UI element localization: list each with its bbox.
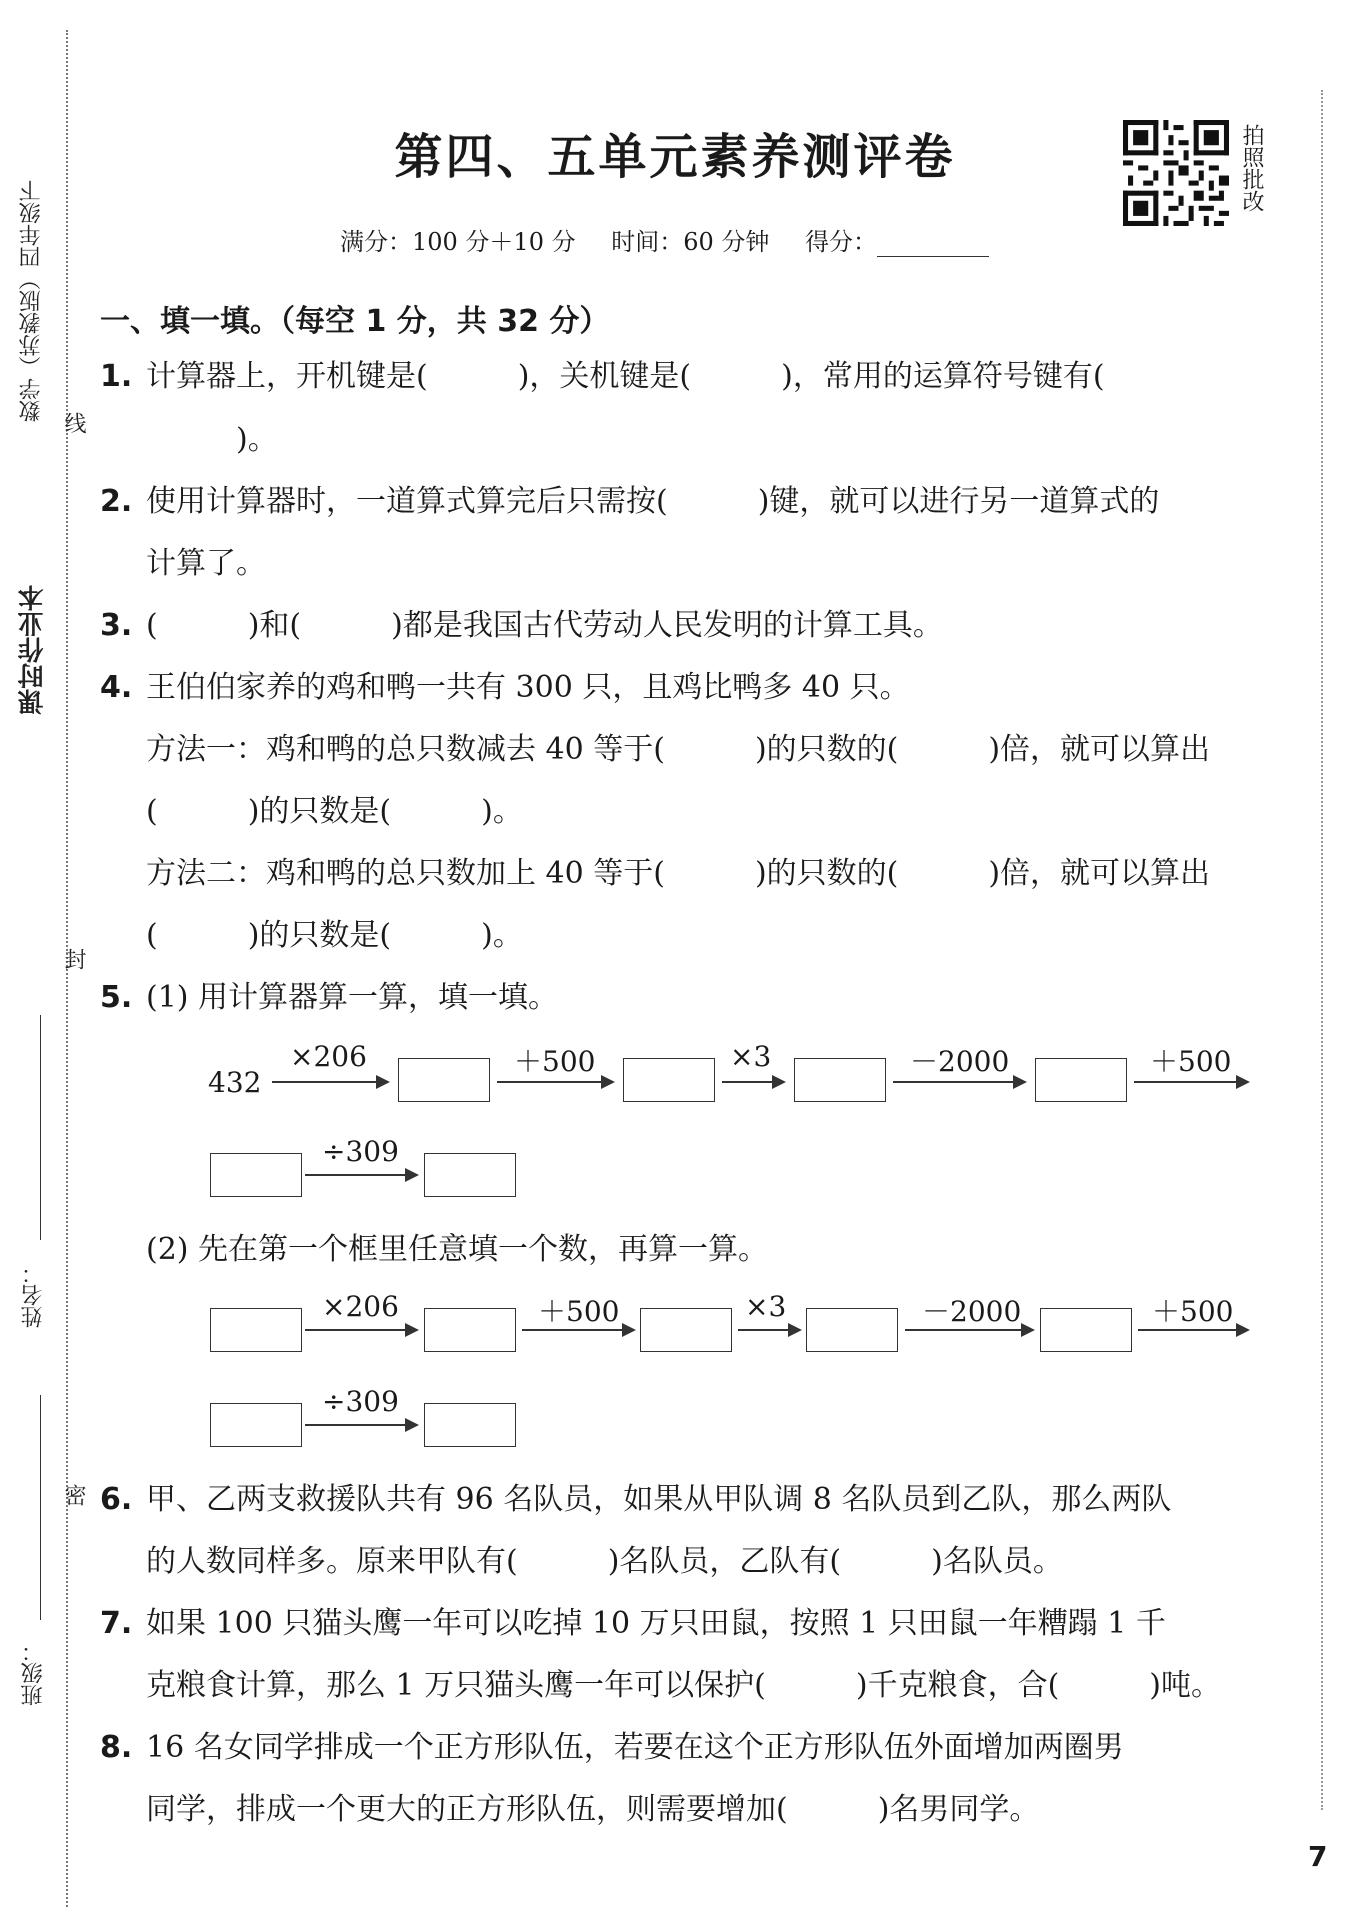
chain1-arrow-2	[497, 1081, 613, 1083]
chain2-arrow-5	[1138, 1329, 1248, 1331]
chain1-arrow-5	[1134, 1081, 1248, 1083]
qr-caption: 拍照批改	[1239, 124, 1264, 212]
chain2-answer-box-2[interactable]	[640, 1308, 732, 1352]
chain2-op-5: ＋500	[1152, 1295, 1234, 1328]
q8-line1: 16 名女同学排成一个正方形队伍，若要在这个正方形队伍外面增加两圈男	[146, 1730, 1124, 1765]
chain1-answer-box-3[interactable]	[794, 1058, 886, 1102]
chain2-arrow-4	[905, 1329, 1033, 1331]
q4-line3: ( )的只数是( )。	[146, 794, 523, 829]
name-blank[interactable]	[40, 1015, 41, 1240]
q4-line2: 方法一：鸡和鸭的总只数减去 40 等于( )的只数的( )倍，就可以算出	[146, 732, 1211, 767]
chain1-op-6: ÷309	[322, 1135, 399, 1168]
qr-code-icon[interactable]	[1123, 120, 1229, 226]
class-blank[interactable]	[40, 1395, 41, 1620]
chain1-answer-box-2[interactable]	[623, 1058, 715, 1102]
chain2-answer-box-1[interactable]	[424, 1308, 516, 1352]
q6-line2: 的人数同样多。原来甲队有( )名队员，乙队有( )名队员。	[146, 1544, 1063, 1579]
chain2-answer-box-6[interactable]	[424, 1403, 516, 1447]
q2-line1: 使用计算器时，一道算式算完后只需按( )键，就可以进行另一道算式的	[146, 484, 1160, 519]
subject-label: 数学（苏教版）四年级下	[19, 180, 44, 422]
chain1-op-3: ×3	[730, 1040, 772, 1073]
question-number: 7.	[100, 1606, 133, 1641]
question-number: 4.	[100, 670, 133, 705]
chain2-op-3: ×3	[745, 1290, 787, 1323]
question-number: 3.	[100, 608, 133, 643]
chain2-answer-box-5[interactable]	[210, 1403, 302, 1447]
question-number: 2.	[100, 484, 133, 519]
section-heading: 一、填一填。（每空 1 分，共 32 分）	[100, 304, 610, 339]
chain2-op-1: ×206	[322, 1290, 399, 1323]
question-number: 6.	[100, 1482, 133, 1517]
q1-line2: )。	[146, 422, 278, 457]
chain1-arrow-6	[305, 1174, 417, 1176]
right-edge-dotted-line	[1321, 90, 1323, 1810]
chain1-op-2: ＋500	[514, 1045, 596, 1078]
chain1-arrow-1	[272, 1081, 388, 1083]
chain1-answer-box-6[interactable]	[424, 1153, 516, 1197]
q3-line1: ( )和( )都是我国古代劳动人民发明的计算工具。	[146, 608, 943, 643]
chain2-op-4: －2000	[922, 1295, 1022, 1328]
chain2-answer-box-4[interactable]	[1040, 1308, 1132, 1352]
q7-line1: 如果 100 只猫头鹰一年可以吃掉 10 万只田鼠，按照 1 只田鼠一年糟蹋 1 千	[146, 1606, 1166, 1641]
cut-word-seal: 封	[61, 948, 86, 970]
chain2-input-box[interactable]	[210, 1308, 302, 1352]
chain1-op-5: ＋500	[1150, 1045, 1232, 1078]
cut-word-secret: 密	[61, 1484, 86, 1506]
chain1-answer-box-5[interactable]	[210, 1153, 302, 1197]
time-limit: 时间：60 分钟	[611, 228, 770, 256]
question-number: 8.	[100, 1730, 133, 1765]
q4-line5: ( )的只数是( )。	[146, 918, 523, 953]
q8-line2: 同学，排成一个更大的正方形队伍，则需要增加( )名男同学。	[146, 1792, 1040, 1827]
chain1-op-4: －2000	[910, 1045, 1010, 1078]
chain1-start-value: 432	[208, 1066, 262, 1099]
q1-line1: 计算器上，开机键是( )，关机键是( )，常用的运算符号键有(	[146, 359, 1105, 394]
chain2-arrow-1	[305, 1329, 417, 1331]
full-score: 满分：100 分＋10 分	[340, 228, 576, 256]
q4-line4: 方法二：鸡和鸭的总只数加上 40 等于( )的只数的( )倍，就可以算出	[146, 856, 1211, 891]
question-number: 1.	[100, 359, 133, 394]
chain1-arrow-3	[722, 1081, 784, 1083]
q6-line1: 甲、乙两支救援队共有 96 名队员，如果从甲队调 8 名队员到乙队，那么两队	[146, 1482, 1172, 1517]
chain2-op-2: ＋500	[538, 1295, 620, 1328]
chain2-op-6: ÷309	[322, 1385, 399, 1418]
chain2-arrow-3	[738, 1329, 800, 1331]
question-number: 5.	[100, 980, 133, 1015]
exam-meta	[340, 222, 1017, 257]
page-title: 第四、五单元素养测评卷	[394, 129, 956, 185]
class-label: 班级：	[21, 1640, 46, 1706]
name-label: 姓名：	[21, 1262, 46, 1328]
q5-part1: (1) 用计算器算一算，填一填。	[146, 980, 559, 1015]
page-number: 7	[1308, 1840, 1328, 1873]
chain1-answer-box-1[interactable]	[398, 1058, 490, 1102]
score-label: 得分：	[805, 228, 878, 256]
q4-line1: 王伯伯家养的鸡和鸭一共有 300 只，且鸡比鸭多 40 只。	[146, 670, 910, 705]
brand-label: 课时作业本	[18, 585, 48, 715]
score-blank[interactable]	[877, 232, 989, 257]
chain2-arrow-6	[305, 1424, 417, 1426]
chain1-answer-box-4[interactable]	[1035, 1058, 1127, 1102]
chain1-arrow-4	[893, 1081, 1025, 1083]
cut-word-line: 线	[61, 412, 86, 434]
chain2-arrow-2	[522, 1329, 634, 1331]
chain2-answer-box-3[interactable]	[806, 1308, 898, 1352]
chain1-op-1: ×206	[290, 1040, 367, 1073]
q2-line2: 计算了。	[146, 546, 266, 581]
q5-part2: (2) 先在第一个框里任意填一个数，再算一算。	[146, 1232, 769, 1267]
q7-line2: 克粮食计算，那么 1 万只猫头鹰一年可以保护( )千克粮食，合( )吨。	[146, 1668, 1221, 1703]
